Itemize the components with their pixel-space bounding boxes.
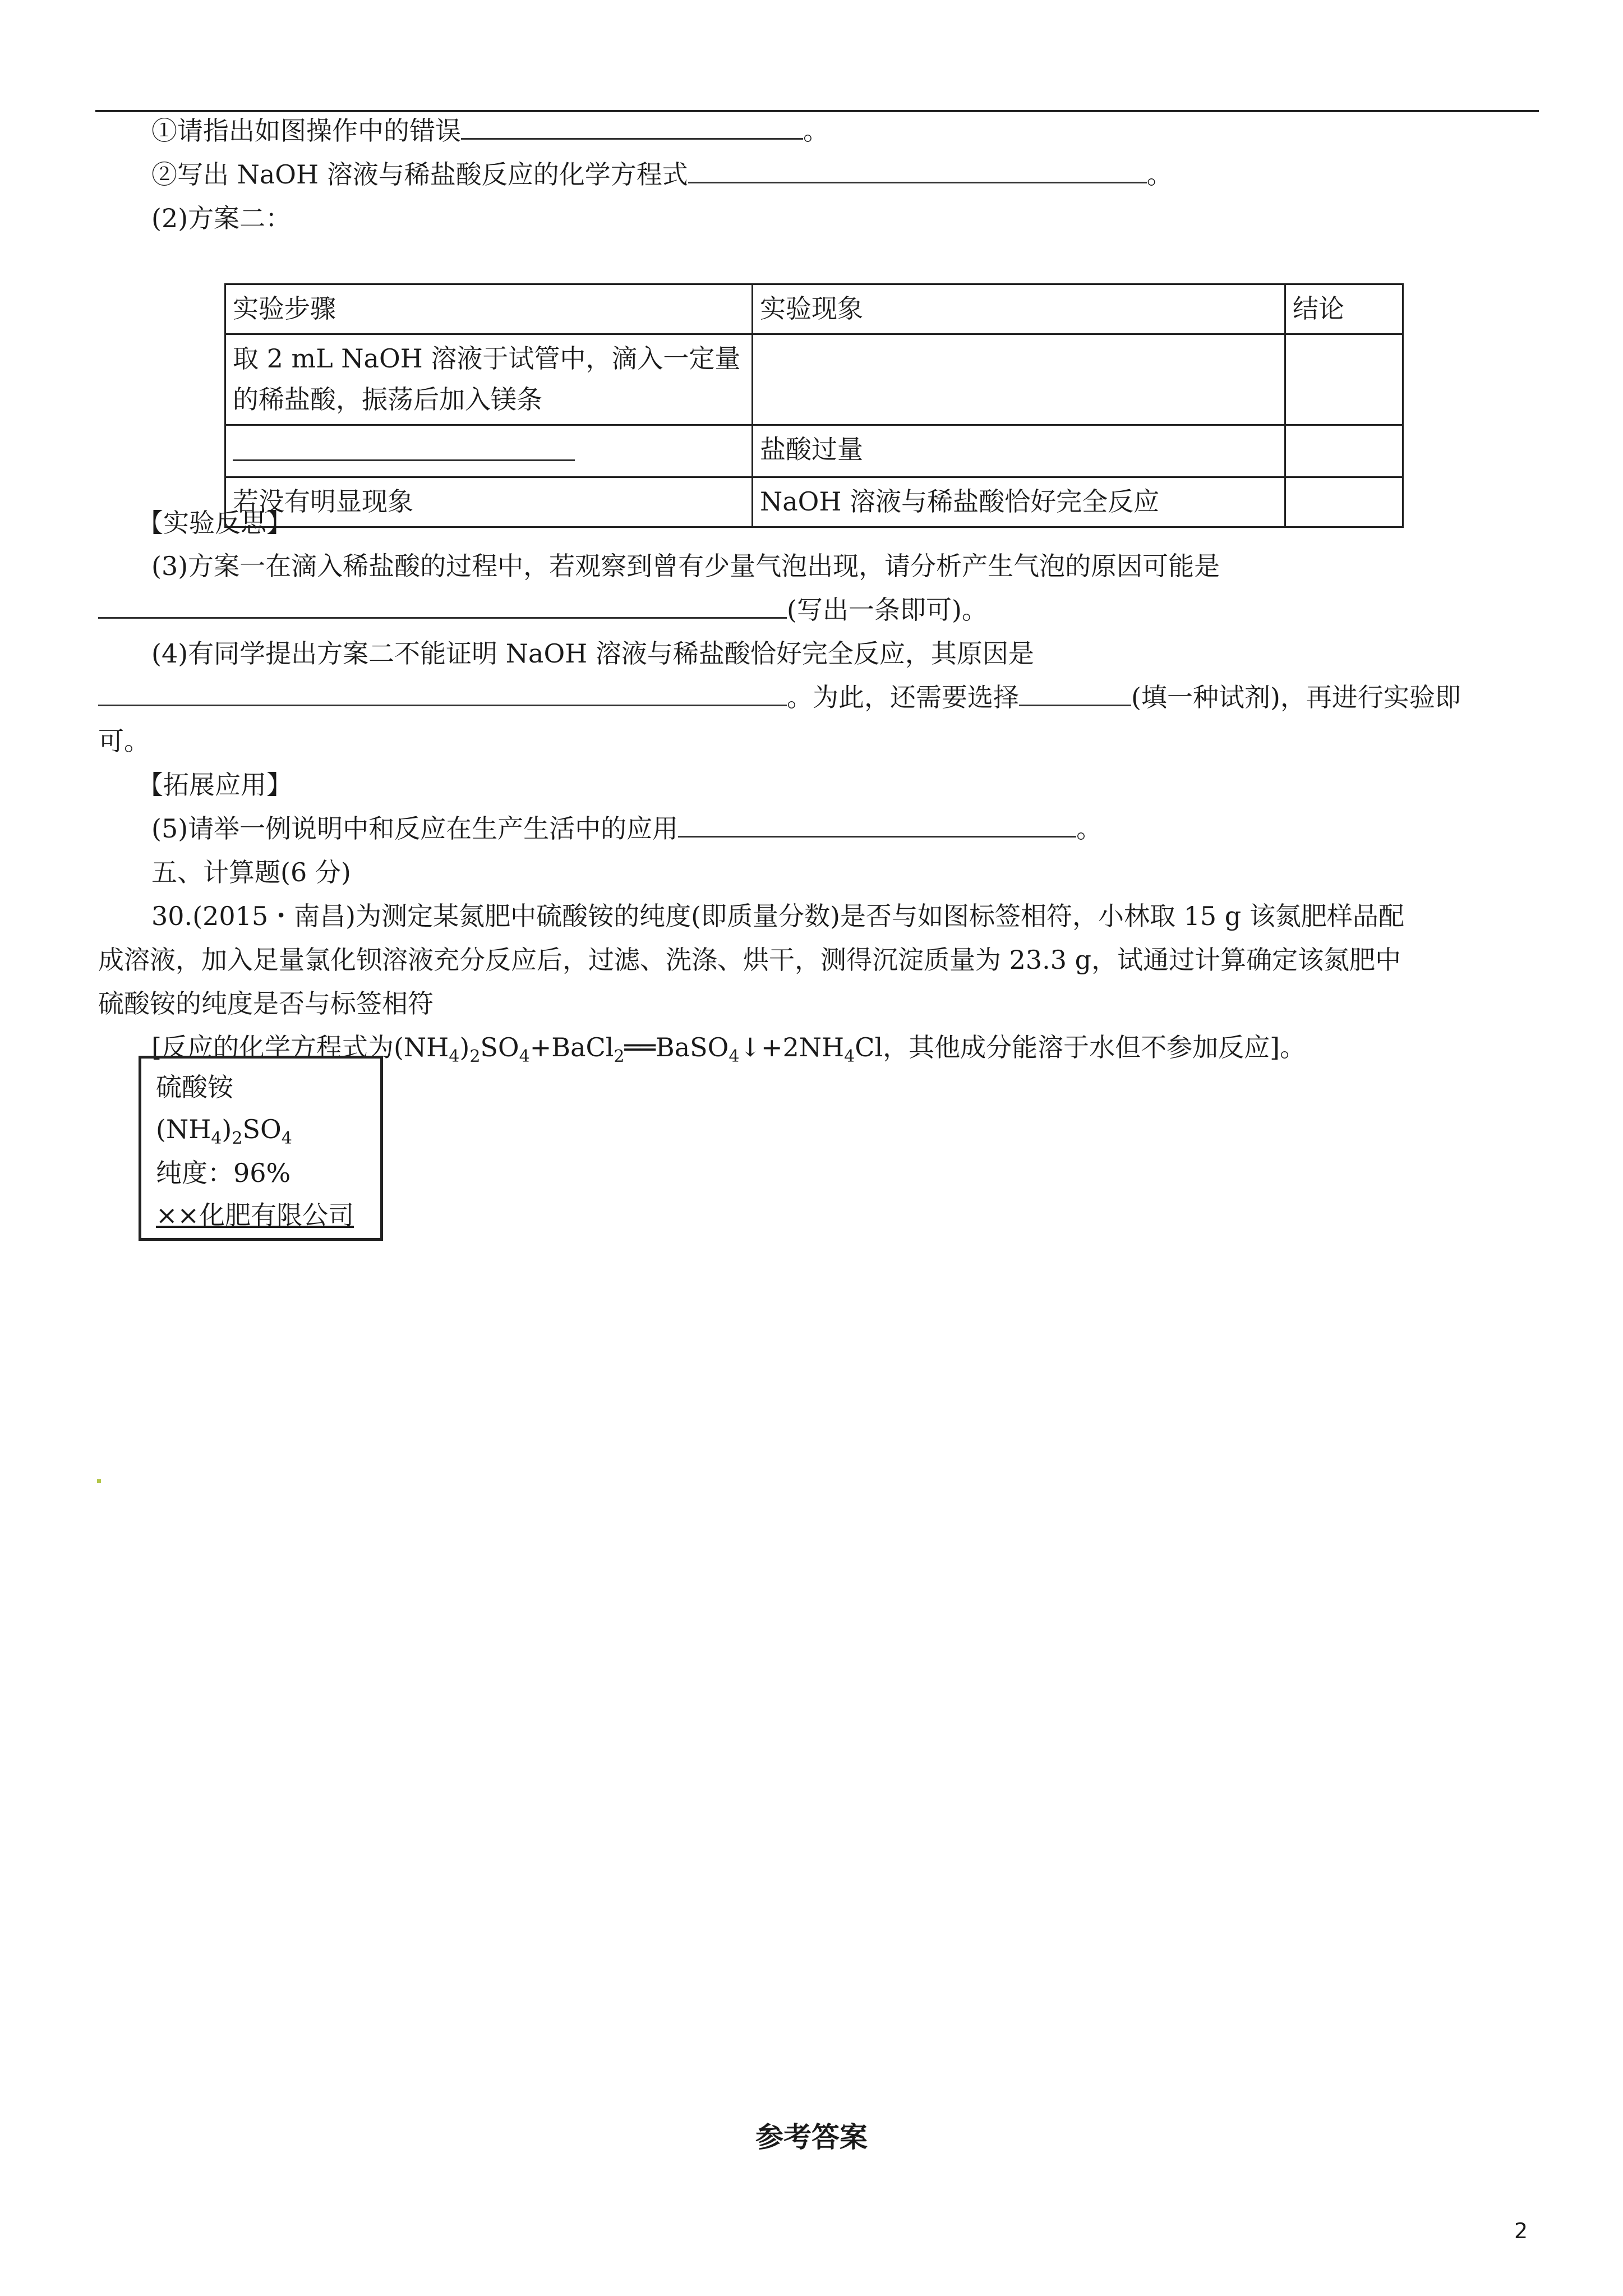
table-cell — [225, 334, 753, 425]
eq-subscript: 2 — [469, 1047, 481, 1066]
formula-subscript: 4 — [281, 1128, 292, 1148]
table-cell-empty[interactable] — [1285, 334, 1403, 425]
eq-subscript: 4 — [728, 1047, 740, 1066]
experiment-table — [224, 283, 1404, 528]
cell-line: 取 2 mL NaOH 溶液于试管中，滴入一定量 — [233, 343, 741, 374]
eq-part: Cl，其他成分能溶于水但不参加反应]。 — [855, 1032, 1306, 1062]
fertilizer-label — [139, 1056, 383, 1241]
question-1b-text: ②写出 NaOH 溶液与稀盐酸反应的化学方程式 — [151, 159, 688, 190]
question-3: (3)方案一在滴入稀盐酸的过程中，若观察到曾有少量气泡出现，请分析产生气泡的原因可能是 — [151, 551, 1220, 581]
formula-part: SO — [242, 1114, 282, 1144]
table-row — [225, 477, 1403, 527]
formula-part: ) — [222, 1114, 232, 1144]
question-3-tail — [98, 595, 988, 625]
question-2-label: (2)方案二： — [151, 203, 292, 233]
formula-part: (NH — [156, 1114, 211, 1144]
table-cell — [225, 425, 753, 477]
eq-part: ↓+2NH — [739, 1032, 845, 1062]
punctuation: 。 — [1076, 813, 1103, 844]
question-1b — [151, 159, 1173, 190]
question-30-line1: 30.(2015・南昌)为测定某氮肥中硫酸铵的纯度(即质量分数)是否与如图标签相符，小林取 15 g 该氮肥样品配 — [151, 901, 1404, 931]
top-rule — [95, 110, 1539, 112]
eq-part: SO — [480, 1032, 519, 1062]
header-cell: 实验步骤 — [225, 284, 753, 334]
question-1a — [151, 116, 829, 146]
table-cell: 盐酸过量 — [753, 425, 1285, 477]
eq-part: ══BaSO — [624, 1032, 729, 1062]
formula-subscript: 4 — [211, 1128, 222, 1148]
label-company: ××化肥有限公司 — [156, 1199, 354, 1230]
question-5-text: (5)请举一例说明中和反应在生产生活中的应用 — [151, 813, 679, 844]
answer-blank[interactable] — [233, 437, 575, 461]
answer-blank[interactable] — [688, 159, 1147, 183]
answer-blank[interactable] — [461, 116, 803, 140]
question-1a-text: ①请指出如图操作中的错误 — [151, 116, 461, 146]
table-row — [225, 425, 1403, 477]
calc-section-heading: 五、计算题(6 分) — [151, 857, 351, 887]
table-header-row — [225, 284, 1403, 334]
formula-subscript: 2 — [232, 1128, 243, 1148]
table-cell-empty[interactable] — [1285, 477, 1403, 527]
application-heading: 【拓展应用】 — [137, 770, 292, 800]
eq-subscript: 2 — [614, 1047, 625, 1066]
question-30-line2: 成溶液，加入足量氯化钡溶液充分反应后，过滤、洗涤、烘干，测得沉淀质量为 23.3 g，试通过计算确定该氮肥中 — [98, 945, 1401, 975]
table-cell-empty[interactable] — [1285, 425, 1403, 477]
label-formula — [156, 1108, 366, 1153]
answer-blank[interactable] — [98, 595, 787, 619]
answer-blank[interactable] — [98, 682, 787, 706]
table-row — [225, 334, 1403, 425]
eq-subscript: 4 — [449, 1047, 460, 1066]
header-cell: 结论 — [1285, 284, 1403, 334]
question-4: (4)有同学提出方案二不能证明 NaOH 溶液与稀盐酸恰好完全反应，其原因是 — [151, 638, 1034, 669]
question-30-line3: 硫酸铵的纯度是否与标签相符 — [98, 988, 434, 1019]
question-4-note: (填一种试剂)，再进行实验即 — [1131, 682, 1461, 712]
punctuation: 。 — [803, 116, 829, 146]
label-name: 硫酸铵 — [156, 1072, 233, 1102]
label-purity: 纯度：96% — [156, 1158, 291, 1189]
question-4-mid: 。为此，还需要选择 — [787, 682, 1019, 712]
stray-dot — [97, 1479, 101, 1483]
answer-section-title: 参考答案 — [755, 2120, 868, 2154]
question-4-end: 可。 — [98, 726, 150, 756]
reagent-blank[interactable] — [1019, 682, 1131, 706]
question-3-note: (写出一条即可)。 — [787, 595, 988, 625]
header-cell: 实验现象 — [753, 284, 1285, 334]
question-4-tail — [98, 682, 1461, 713]
question-5 — [151, 813, 1102, 844]
table-cell-empty[interactable] — [753, 334, 1285, 425]
cell-line: 的稀盐酸，振荡后加入镁条 — [233, 384, 542, 415]
eq-subscript: 4 — [844, 1047, 855, 1066]
table-cell: 若没有明显现象 — [225, 477, 753, 527]
reflection-heading: 【实验反思】 — [137, 508, 292, 538]
eq-subscript: 4 — [519, 1047, 530, 1066]
punctuation: 。 — [1146, 159, 1173, 190]
table-cell: NaOH 溶液与稀盐酸恰好完全反应 — [753, 477, 1285, 527]
answer-blank[interactable] — [678, 813, 1076, 838]
eq-part: +BaCl — [529, 1032, 614, 1062]
page-number: 2 — [1514, 2219, 1528, 2243]
eq-part: ) — [459, 1032, 470, 1062]
eq-part: [反应的化学方程式为(NH — [151, 1032, 449, 1062]
